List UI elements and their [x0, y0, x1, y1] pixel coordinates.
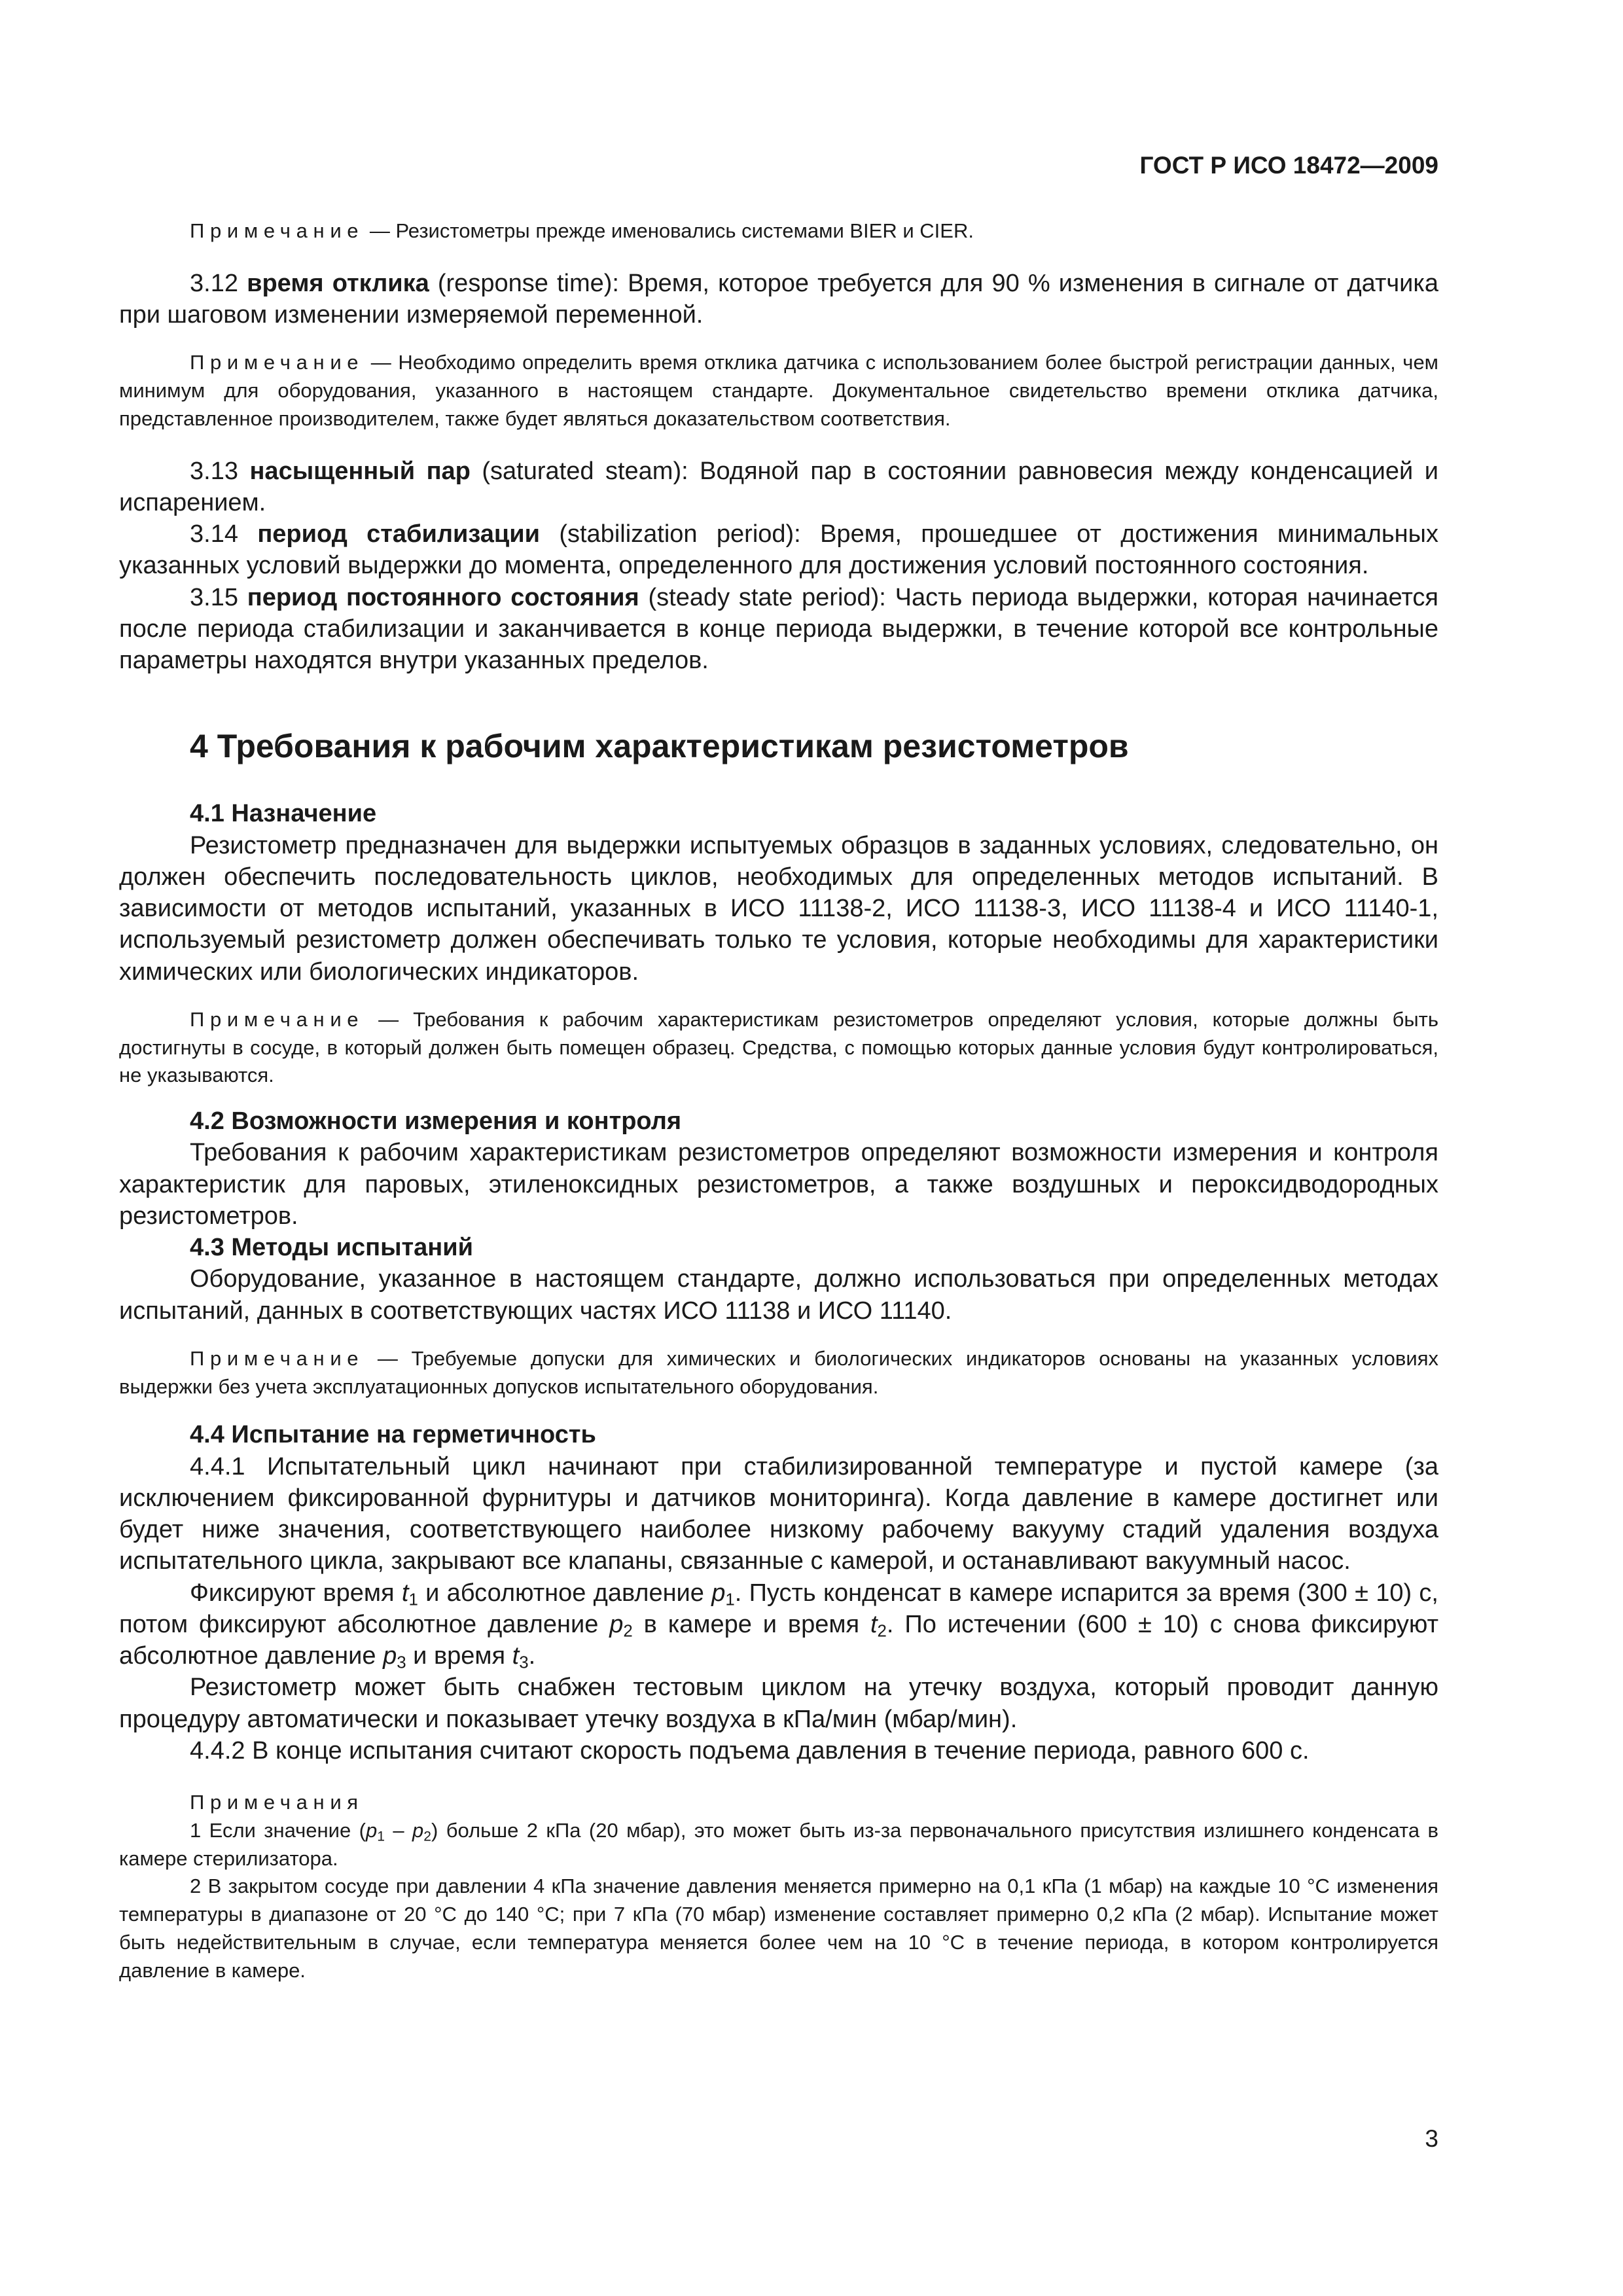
note-4-4-1: 1 Если значение $(p_1 - p_2)$ больше 2 кПа (20 мбар), это может быть из-за первоначального присутствия излишнего конденсата в камере стерилизатора.	[119, 1818, 1438, 1870]
term-3-13: 3.13 насыщенный пар (saturated steam): Водяной пар в состоянии равновесия между конденсацией и испарением.	[119, 457, 1438, 516]
var-t1: t	[401, 1579, 409, 1607]
term-name: насыщенный пар	[249, 457, 471, 485]
subsection-4-4-title: 4.4 Испытание на герметичность	[190, 1421, 596, 1449]
note-3-11: Примечание — Резистометры прежде именовались системами BIER и CIER.	[190, 219, 974, 242]
term-3-14: 3.14 период стабилизации (stabilization period): Время, прошедшее от достижения минимальных указанных условий выдержки до момента, определенного для достижения условий постоянного состояния.	[119, 520, 1438, 580]
term-name: период постоянного состояния	[247, 583, 639, 611]
term-name: время отклика	[247, 269, 429, 297]
note-4-3: Примечание — Требуемые допуски для химических и биологических индикаторов основаны на указанных условиях выдержки без учета эксплуатационных допусков испытательного оборудования.	[119, 1346, 1438, 1398]
paragraph-4-4-1-auto-test: Резистометр может быть снабжен тестовым циклом на утечку воздуха, который проводит данную процедуру автоматически и показывает утечку воздуха в кПа/мин (мбар/мин).	[119, 1674, 1438, 1733]
term-3-15: 3.15 период постоянного состояния (steady state period): Часть периода выдержки, которая начинается после периода стабилизации и заканчивается в конце периода выдержки, в течение которой все контрольные параметры находятся внутри указанных пределов.	[119, 583, 1439, 675]
paragraph-4-4-1-measurements: Фиксируют время $t_1$ и абсолютное давление $p_1$. Пусть конденсат в камере испарится за время (300 ± 10) с, потом фиксируют абсолютное давление $p_2$ в камере и время $t_2$. По истечении (600 ± 10) с снова фиксируют абсолютное давление $p_3$ и время $t_3$.	[119, 1579, 1438, 1672]
paragraph-4-2: Требования к рабочим характеристикам резистометров определяют возможности измерения и контроля характеристик для паровых, этиленоксидных резистометров, а также воздушных и пероксидводородных резистометров.	[119, 1139, 1438, 1230]
var-t3: t	[512, 1642, 520, 1670]
section-4-title: 4 Требования к рабочим характеристикам резистометров	[190, 728, 1129, 765]
var-t2: t	[870, 1610, 878, 1638]
subsection-4-3-title: 4.3 Методы испытаний	[190, 1234, 473, 1262]
note-4-4-2: 2 В закрытом сосуде при давлении 4 кПа значение давления меняется примерно на 0,1 кПа (1 мбар) на каждые 10 °С изменения температуры в диапазоне от 20 °С до 140 °С; при 7 кПа (70 мбар) изменение составляет примерно 0,2 кПа (2 мбар). Испытание может быть недействительным в случае, если температура меняется более чем на 10 °С в течение периода, в котором контролируется давление в камере.	[119, 1874, 1438, 1982]
note-label: Примечание	[190, 1007, 365, 1031]
page-number: 3	[1425, 2125, 1438, 2152]
notes-label: Примечания	[190, 1791, 364, 1814]
var-p3: p	[383, 1642, 397, 1670]
paragraph-4-4-1: 4.4.1 Испытательный цикл начинают при стабилизированной температуре и пустой камере (за исключением фиксированной фурнитуры и датчиков мониторинга). Когда давление в камере достигнет или будет ниже значения, соответствующего наиболее низкому рабочему вакууму стадий удаления воздуха испытательного цикла, закрывают все клапаны, связанные с камерой, и останавливают вакуумный насос.	[119, 1452, 1438, 1575]
paragraph-4-3: Оборудование, указанное в настоящем стандарте, должно использоваться при определенных методах испытаний, данных в соответствующих частях ИСО 11138 и ИСО 11140.	[119, 1265, 1438, 1325]
var-p2: p	[609, 1610, 624, 1638]
term-3-12: 3.12 время отклика (response time): Время, которое требуется для 90 % изменения в сигнале от датчика при шаговом изменении измеряемой переменной.	[119, 269, 1439, 329]
subsection-4-2-title: 4.2 Возможности измерения и контроля	[190, 1107, 682, 1136]
term-name: период стабилизации	[257, 520, 540, 548]
paragraph-4-4-2: 4.4.2 В конце испытания считают скорость подъема давления в течение периода, равного 600 с.	[190, 1736, 1310, 1765]
standard-header: ГОСТ Р ИСО 18472—2009	[1139, 152, 1438, 179]
note-3-12: Примечание — Необходимо определить время отклика датчика с использованием более быстрой регистрации данных, чем минимум для оборудования, указанного в настоящем стандарте. Документальное свидетельство времени отклика датчика, представленное производителем, также будет являться доказательством соответствия.	[119, 351, 1438, 430]
note-label: Примечание	[190, 219, 365, 242]
var-p1: p	[711, 1579, 726, 1607]
paragraph-4-1: Резистометр предназначен для выдержки испытуемых образцов в заданных условиях, следовательно, он должен обеспечить последовательность циклов, необходимых для определенных методов испытаний. В зависимости от методов испытаний, указанных в ИСО 11138-2, ИСО 11138-3, ИСО 11138-4 и ИСО 11140-1, используемый резистометр должен обеспечивать только те условия, которые необходимы для характеристики химических или биологических индикаторов.	[119, 831, 1438, 986]
note-label: Примечание	[190, 1346, 365, 1370]
subsection-4-1-title: 4.1 Назначение	[190, 800, 377, 828]
note-4-1: Примечание — Требования к рабочим характеристикам резистометров определяют условия, которые должны быть достигнуты в сосуде, в который должен быть помещен образец. Средства, с помощью которых данные условия будут контролироваться, не указываются.	[119, 1007, 1438, 1087]
note-label: Примечание	[190, 351, 365, 374]
